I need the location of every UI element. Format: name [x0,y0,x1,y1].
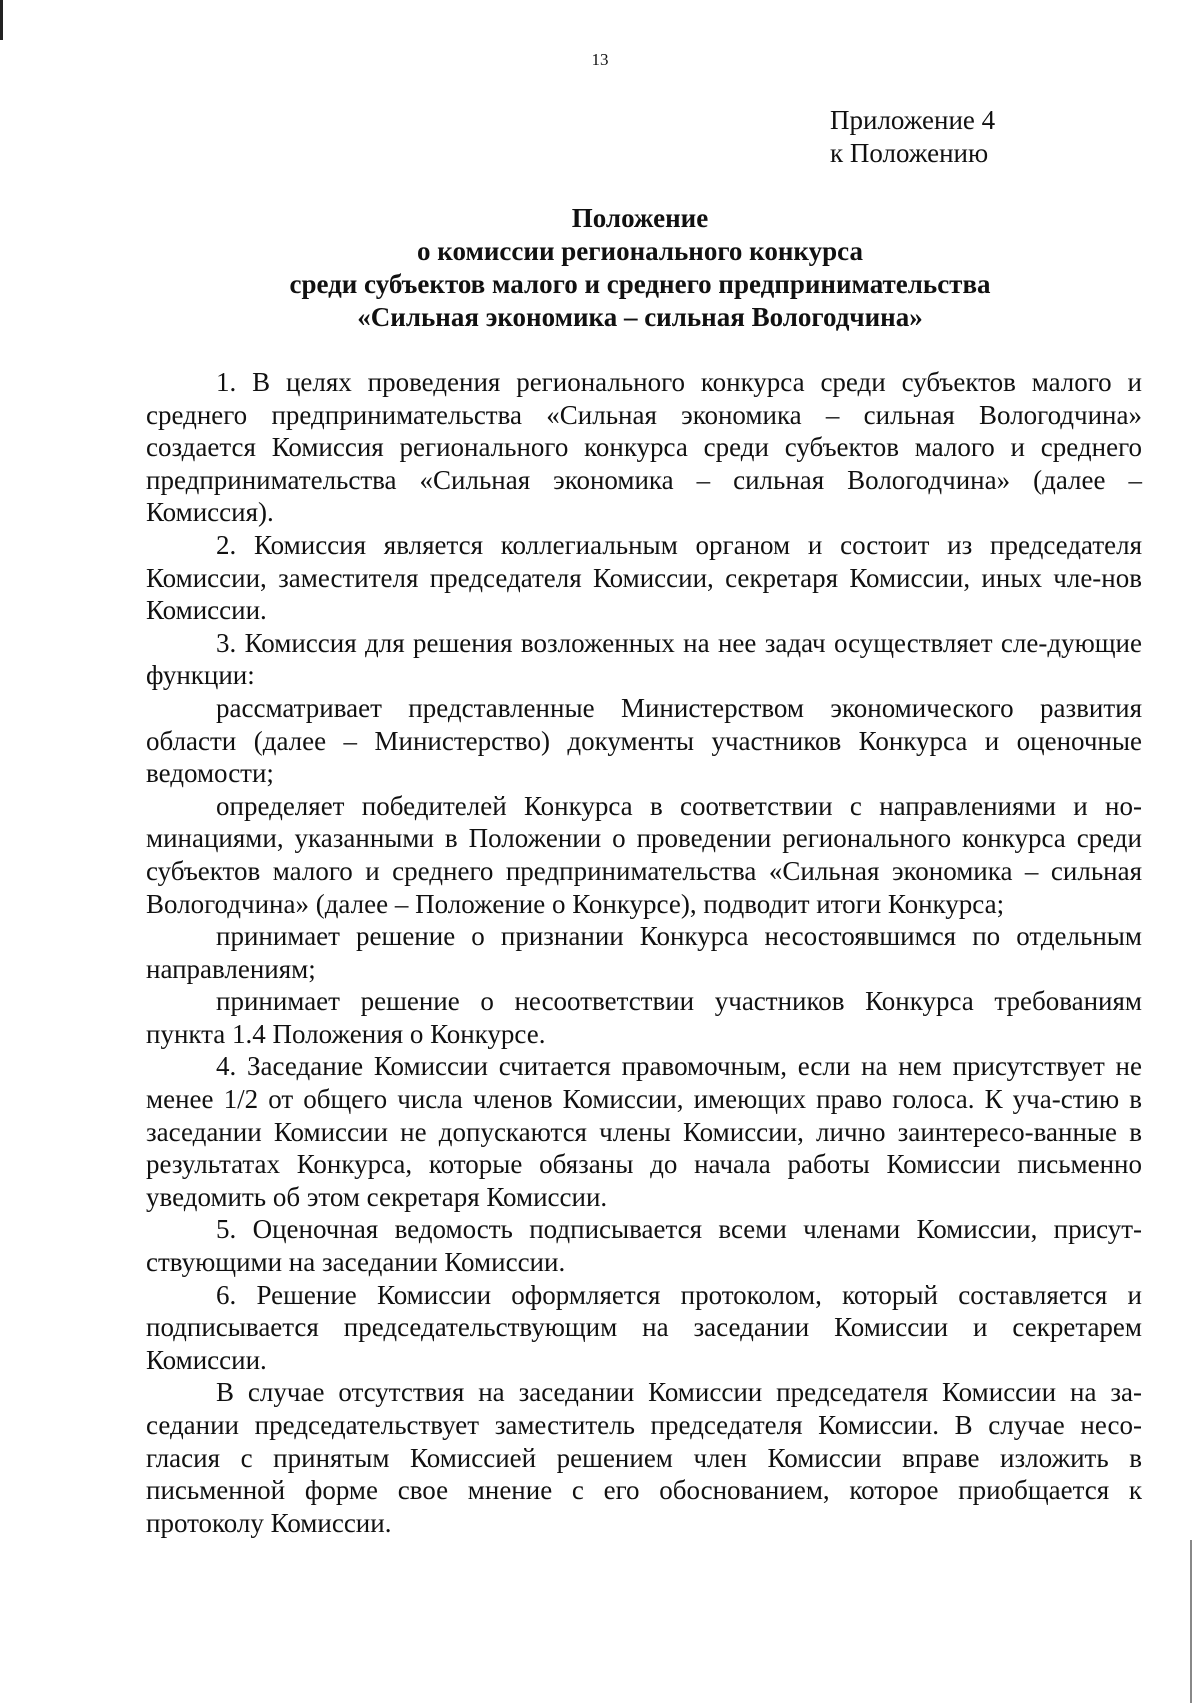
title-line: «Сильная экономика – сильная Вологодчина» [357,302,923,332]
title-line: Положение [571,203,709,233]
appendix-reference [830,104,995,170]
paragraph-5: 5. Оценочная ведомость подписывается всеми членами Комиссии, присут-ствующими на заседании Комиссии. [146,1214,1142,1278]
page-number: 13 [591,50,609,69]
function-item: рассматривает представленные Министерством экономического развития области (далее – Министерство) документы участников Конкурса и оценочные ведомости; [146,692,1142,789]
title-line: среди субъектов малого и среднего предпринимательства [289,269,991,299]
function-item: принимает решение о признании Конкурса несостоявшимся по отдельным направлениям; [146,921,1142,984]
paragraph-4: 4. Заседание Комиссии считается правомочным, если на нем присутствует не менее 1/2 от общего числа членов Комиссии, имеющих право голоса. К уча-стию в заседании Комиссии не допускаются члены Комиссии, лично заинтересо-ванные в результатах Конкурса, которые обязаны до начала работы Комиссии письменно уведомить об этом секретаря Комиссии. [146,1051,1142,1212]
paragraph-6: 6. Решение Комиссии оформляется протоколом, который составляется и подписывается председательствующим на заседании Комиссии и секретарем Комиссии. [146,1279,1142,1375]
appendix-line: к Положению [830,138,989,168]
paragraph-6-continuation: В случае отсутствия на заседании Комиссии председателя Комиссии на за-седании председательствует заместитель председателя Комиссии. В случае несо-гласия с принятым Комиссией решением член Комиссии вправе изложить в письменной форме свое мнение с его обоснованием, которое приобщается к протоколу Комиссии. [146,1377,1142,1538]
function-item: определяет победителей Конкурса в соответствии с направлениями и но-минациями, указанными в Положении о проведении регионального конкурса среди субъектов малого и среднего предпринимательства «Сильная экономика – сильная Вологодчина» (далее – Положение о Конкурсе), подводит итоги Конкурса; [146,790,1142,919]
document-body [146,366,1142,1539]
paragraph-3: 3. Комиссия для решения возложенных на нее задач осуществляет сле-дующие функции: [146,627,1142,691]
scan-edge-mark [1190,1540,1192,1703]
document-title [150,202,1130,334]
paragraph-2: 2. Комиссия является коллегиальным органом и состоит из председателя Комиссии, заместителя председателя Комиссии, секретаря Комиссии, иных чле-нов Комиссии. [146,529,1142,626]
function-item: принимает решение о несоответствии участников Конкурса требованиям пункта 1.4 Положения о Конкурсе. [146,986,1142,1049]
paragraph-1: 1. В целях проведения регионального конкурса среди субъектов малого и среднего предпринимательства «Сильная экономика – сильная Вологодчина» создается Комиссия регионального конкурса среди субъектов малого и среднего предпринимательства «Сильная экономика – сильная Вологодчина» (далее – Комиссия). [146,367,1142,528]
scan-edge-mark [0,0,3,40]
title-line: о комиссии регионального конкурса [417,236,863,266]
appendix-line: Приложение 4 [830,105,996,135]
